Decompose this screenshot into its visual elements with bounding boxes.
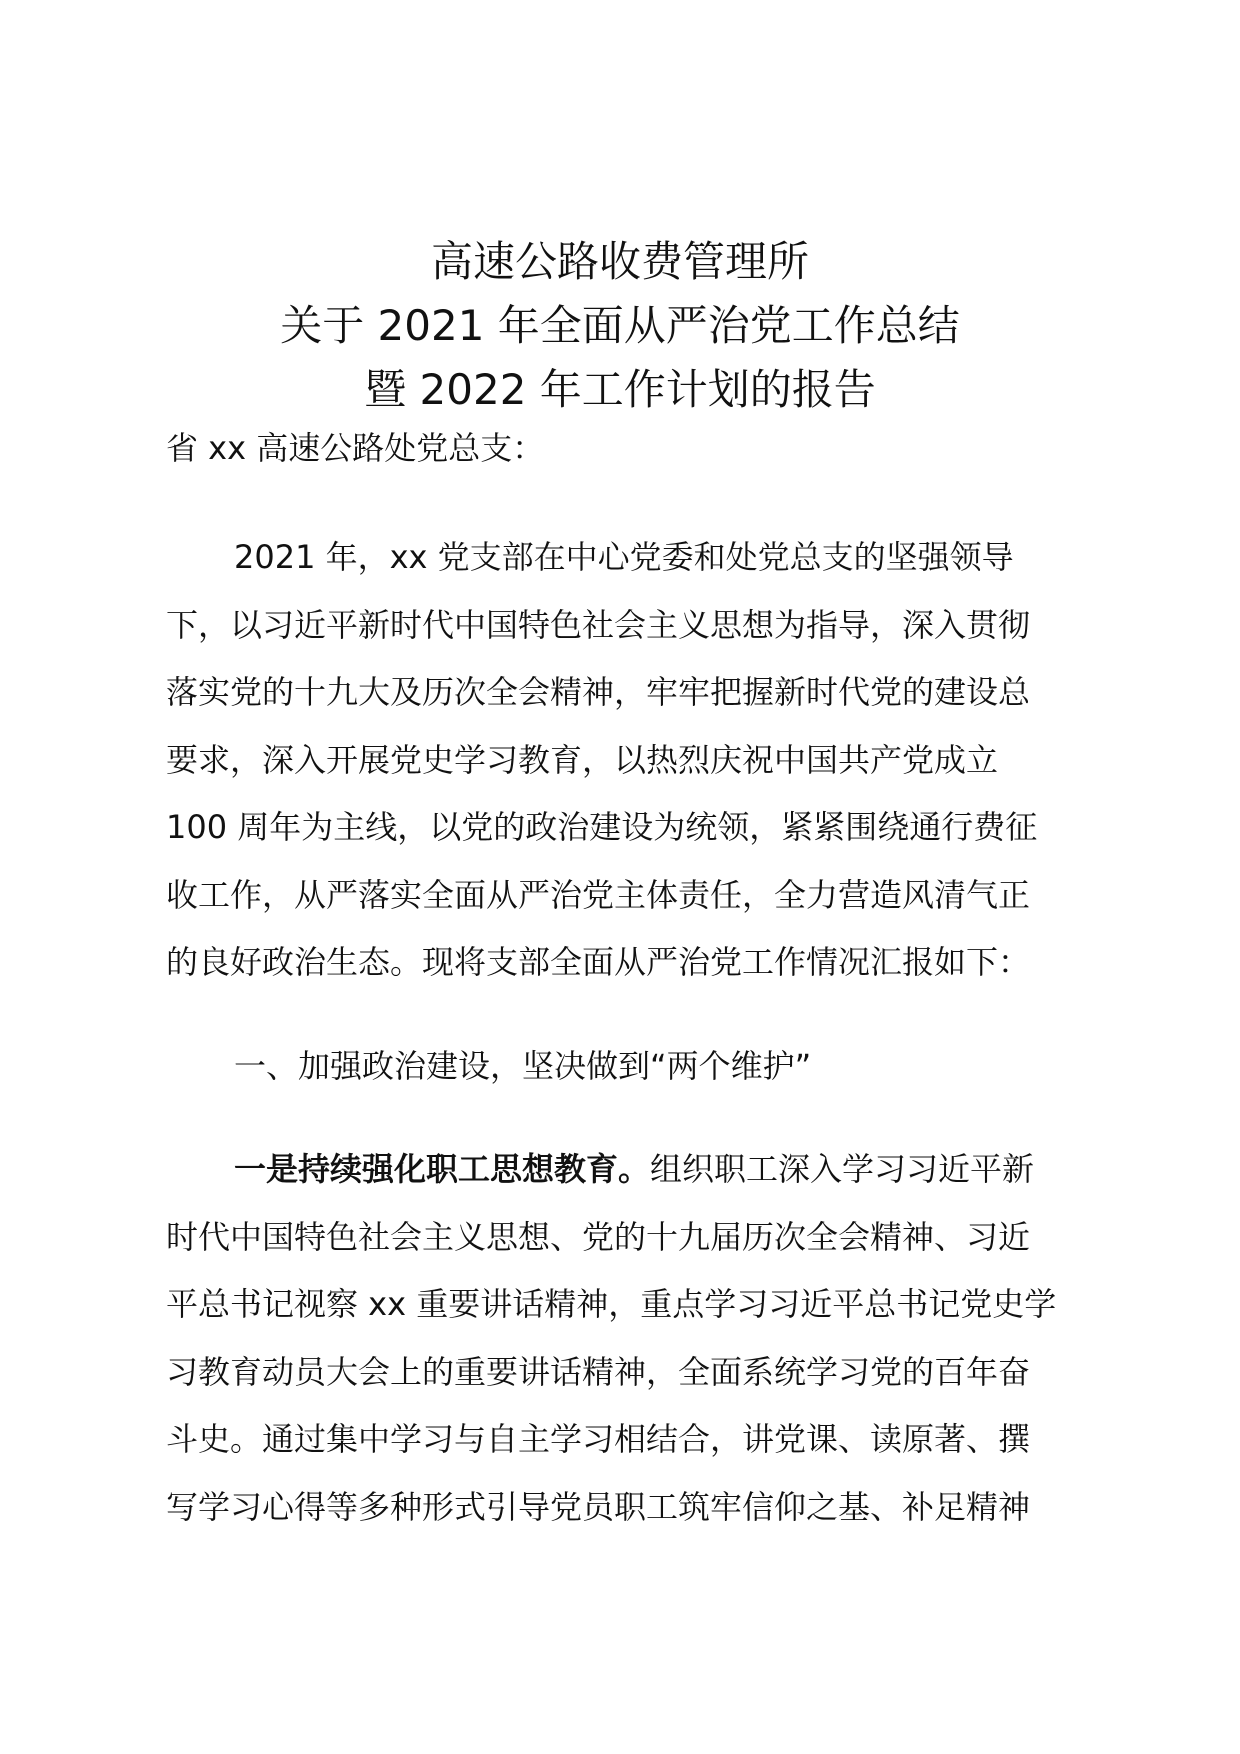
point-one-lead: 一是持续强化职工思想教育。 bbox=[234, 1150, 651, 1188]
point-one-line: 平总书记视察 xx 重要讲话精神，重点学习习近平总书记党史学 bbox=[166, 1285, 1057, 1323]
title-line-2: 关于 2021 年全面从严治党工作总结 bbox=[280, 301, 960, 350]
title-line-3: 暨 2022 年工作计划的报告 bbox=[364, 365, 876, 414]
intro-line: 下，以习近平新时代中国特色社会主义思想为指导，深入贯彻 bbox=[166, 605, 1031, 644]
intro-paragraph bbox=[166, 524, 1080, 997]
point-one-line: 斗史。通过集中学习与自主学习相结合，讲党课、读原著、撰 bbox=[166, 1420, 1031, 1458]
point-one-first-rest: 组织职工深入学习习近平新 bbox=[650, 1150, 1035, 1188]
point-one-paragraph bbox=[166, 1136, 1080, 1541]
section-heading: 一、加强政治建设，坚决做到“两个维护” bbox=[234, 1046, 812, 1085]
point-one-first-line bbox=[166, 1136, 1080, 1204]
salutation: 省 xx 高速公路处党总支： bbox=[166, 429, 545, 467]
report-title bbox=[0, 230, 1240, 422]
paragraph-gap bbox=[166, 997, 1080, 1033]
paragraph-gap bbox=[166, 1100, 1080, 1136]
point-one-line: 写学习心得等多种形式引导党员职工筑牢信仰之基、补足精神 bbox=[166, 1487, 1031, 1526]
intro-line: 要求，深入开展党史学习教育，以热烈庆祝中国共产党成立 bbox=[166, 740, 999, 779]
intro-line: 收工作，从严落实全面从严治党主体责任，全力营造风清气正 bbox=[166, 875, 1031, 914]
intro-line: 2021 年，xx 党支部在中心党委和处党总支的坚强领导 bbox=[234, 538, 1014, 576]
point-one-line: 习教育动员大会上的重要讲话精神，全面系统学习党的百年奋 bbox=[166, 1352, 1031, 1391]
point-one-line: 时代中国特色社会主义思想、党的十九届历次全会精神、习近 bbox=[166, 1217, 1031, 1256]
title-line-1: 高速公路收费管理所 bbox=[430, 237, 809, 286]
intro-line: 100 周年为主线，以党的政治建设为统领，紧紧围绕通行费征 bbox=[166, 808, 1038, 846]
intro-line: 的良好政治生态。现将支部全面从严治党工作情况汇报如下： bbox=[166, 943, 1031, 981]
report-body bbox=[166, 429, 1080, 1541]
intro-line: 落实党的十九大及历次全会精神，牢牢把握新时代党的建设总 bbox=[166, 673, 1031, 711]
